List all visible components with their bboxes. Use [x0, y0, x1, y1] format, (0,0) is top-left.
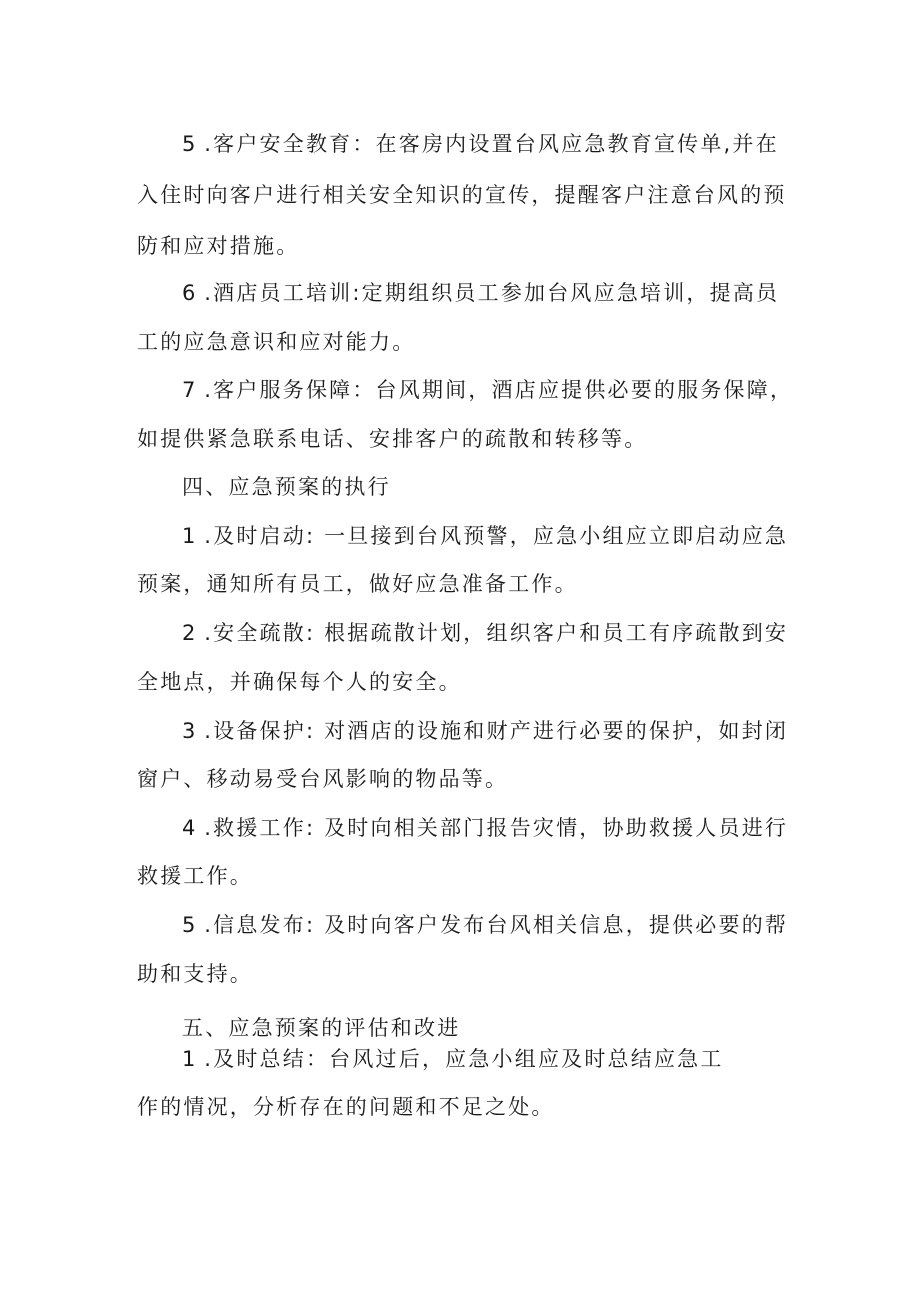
- s4-item-5-line-1: 5 .信息发布: 及时向客户发布台风相关信息，提供必要的帮: [182, 913, 789, 937]
- item-number: 7: [182, 378, 196, 402]
- item-text: 设备保护: 对酒店的设施和财产进行必要的保护，如封闭: [213, 719, 789, 743]
- s4-item-1-line-2: 预案，通知所有员工，做好应急准备工作。: [137, 572, 578, 596]
- s4-item-2-line-2: 全地点，并确保每个人的安全。: [137, 670, 462, 694]
- s4-item-3-line-2: 窗户、移动易受台风影响的物品等。: [137, 767, 509, 791]
- s4-item-2-line-1: 2 .安全疏散: 根据疏散计划，组织客户和员工有序疏散到安: [182, 621, 789, 645]
- item-label: 客户服务保障：: [213, 378, 376, 402]
- item-text: 安全疏散: 根据疏散计划，组织客户和员工有序疏散到安: [213, 621, 789, 645]
- item-number: 4: [182, 816, 196, 840]
- section-5-heading: 五、应急预案的评估和改进: [182, 1016, 461, 1040]
- item-number: 1: [182, 524, 196, 548]
- item-text: 在客房内设置台风应急教育宣传单,并在: [375, 132, 779, 156]
- section-4-heading: 四、应急预案的执行: [182, 475, 391, 499]
- item-label: 酒店员工培训:: [213, 281, 362, 305]
- item-text: 及时启动: 一旦接到台风预警，应急小组应立即启动应急: [213, 524, 789, 548]
- s5-item-1-line-1: 1 .及时总结：台风过后，应急小组应及时总结应急工: [182, 1047, 724, 1071]
- item-7-line-1: 7 .客户服务保障：台风期间，酒店应提供必要的服务保障，: [182, 378, 794, 402]
- item-6-line-1: 6 .酒店员工培训:定期组织员工参加台风应急培训，提高员: [182, 281, 780, 305]
- item-7-line-2: 如提供紧急联系电话、安排客户的疏散和转移等。: [137, 427, 648, 451]
- item-number: 5: [182, 913, 196, 937]
- item-6-line-2: 工的应急意识和应对能力。: [137, 330, 416, 354]
- item-text: 及时总结：台风过后，应急小组应及时总结应急工: [213, 1047, 724, 1071]
- s4-item-4-line-1: 4 .救援工作: 及时向相关部门报告灾情，协助救援人员进行: [182, 816, 789, 840]
- item-5-line-2: 入住时向客户进行相关安全知识的宣传，提醒客户注意台风的预: [137, 183, 787, 207]
- item-text: 台风期间，酒店应提供必要的服务保障，: [375, 378, 794, 402]
- item-text: 定期组织员工参加台风应急培训，提高员: [361, 281, 780, 305]
- s4-item-4-line-2: 救援工作。: [137, 864, 253, 888]
- item-5-line-1: 5 .客户安全教育：在客房内设置台风应急教育宣传单,并在: [182, 132, 779, 156]
- s4-item-5-line-2: 助和支持。: [137, 962, 253, 986]
- item-number: 2: [182, 621, 196, 645]
- s5-item-1-line-2: 作的情况，分析存在的问题和不足之处。: [137, 1095, 555, 1119]
- item-number: 1: [182, 1047, 196, 1071]
- item-5-line-3: 防和应对措施。: [137, 234, 300, 258]
- item-number: 6: [182, 281, 196, 305]
- item-number: 3: [182, 719, 196, 743]
- s4-item-3-line-1: 3 .设备保护: 对酒店的设施和财产进行必要的保护，如封闭: [182, 719, 789, 743]
- item-number: 5: [182, 132, 196, 156]
- item-text: 信息发布: 及时向客户发布台风相关信息，提供必要的帮: [213, 913, 789, 937]
- item-label: 客户安全教育：: [213, 132, 376, 156]
- item-text: 救援工作: 及时向相关部门报告灾情，协助救援人员进行: [213, 816, 789, 840]
- s4-item-1-line-1: 1 .及时启动: 一旦接到台风预警，应急小组应立即启动应急: [182, 524, 789, 548]
